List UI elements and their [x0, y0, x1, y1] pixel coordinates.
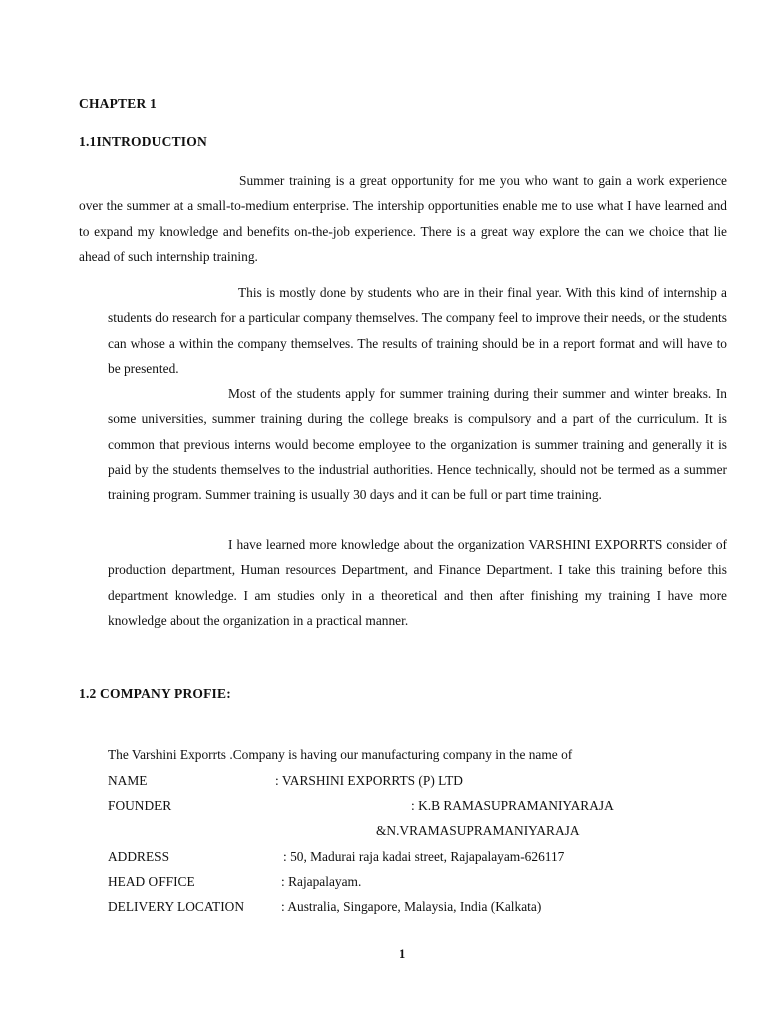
chapter-title: CHAPTER 1	[79, 96, 157, 111]
introduction-heading: 1.1INTRODUCTION	[79, 134, 207, 149]
intro-paragraph-3: Most of the students apply for summer training during their summer and winter breaks. In some universities, summer training during the college breaks is compulsory and a part of the curriculum. It is common that previous interns would become employee to the organization is summer training and generally it is paid by the students themselves to the industrial authorities. Hence technically, should not be termed as a summer training program. Summer training is usually 30 days and it can be full or part time training.	[108, 386, 727, 503]
profile-name-label: NAME	[108, 773, 148, 788]
profile-address-value: : 50, Madurai raja kadai street, Rajapalayam-626117	[283, 849, 565, 864]
intro-paragraph-2: This is mostly done by students who are in their final year. With this kind of internship a students do research for a particular company themselves. The company feel to improve their needs, or the students can whose a within the company themselves. The results of training should be in a report format and will have to be presented.	[108, 285, 727, 376]
profile-delivery-label: DELIVERY LOCATION	[108, 899, 244, 914]
profile-delivery-value: : Australia, Singapore, Malaysia, India (Kalkata)	[281, 899, 542, 914]
company-profile-heading: 1.2 COMPANY PROFIE:	[79, 686, 231, 701]
profile-head-office-label: HEAD OFFICE	[108, 874, 195, 889]
company-intro-line: The Varshini Exporrts .Company is having our manufacturing company in the name of	[108, 747, 573, 762]
profile-founder-label: FOUNDER	[108, 798, 172, 813]
intro-paragraph-1: Summer training is a great opportunity for me you who want to gain a work experience over the summer at a small-to-medium enterprise. The intership opportunities enable me to use what I have learned and to expand my knowledge and benefits on-the-job experience. There is a great way explore the can we choice that lie ahead of such internship training.	[79, 173, 727, 264]
profile-address-label: ADDRESS	[108, 849, 170, 864]
profile-founder-value-2: &N.VRAMASUPRAMANIYARAJA	[376, 823, 580, 838]
profile-head-office-value: : Rajapalayam.	[281, 874, 362, 889]
profile-founder-value: : K.B RAMASUPRAMANIYARAJA	[411, 798, 614, 813]
page-number: 1	[399, 947, 406, 961]
profile-name-value: : VARSHINI EXPORRTS (P) LTD	[275, 773, 463, 788]
intro-paragraph-4: I have learned more knowledge about the organization VARSHINI EXPORRTS consider of production department, Human resources Department, and Finance Department. I take this training before this department knowledge. I am studies only in a theoretical and then after finishing my training I have more knowledge about the organization in a practical manner.	[108, 537, 727, 628]
